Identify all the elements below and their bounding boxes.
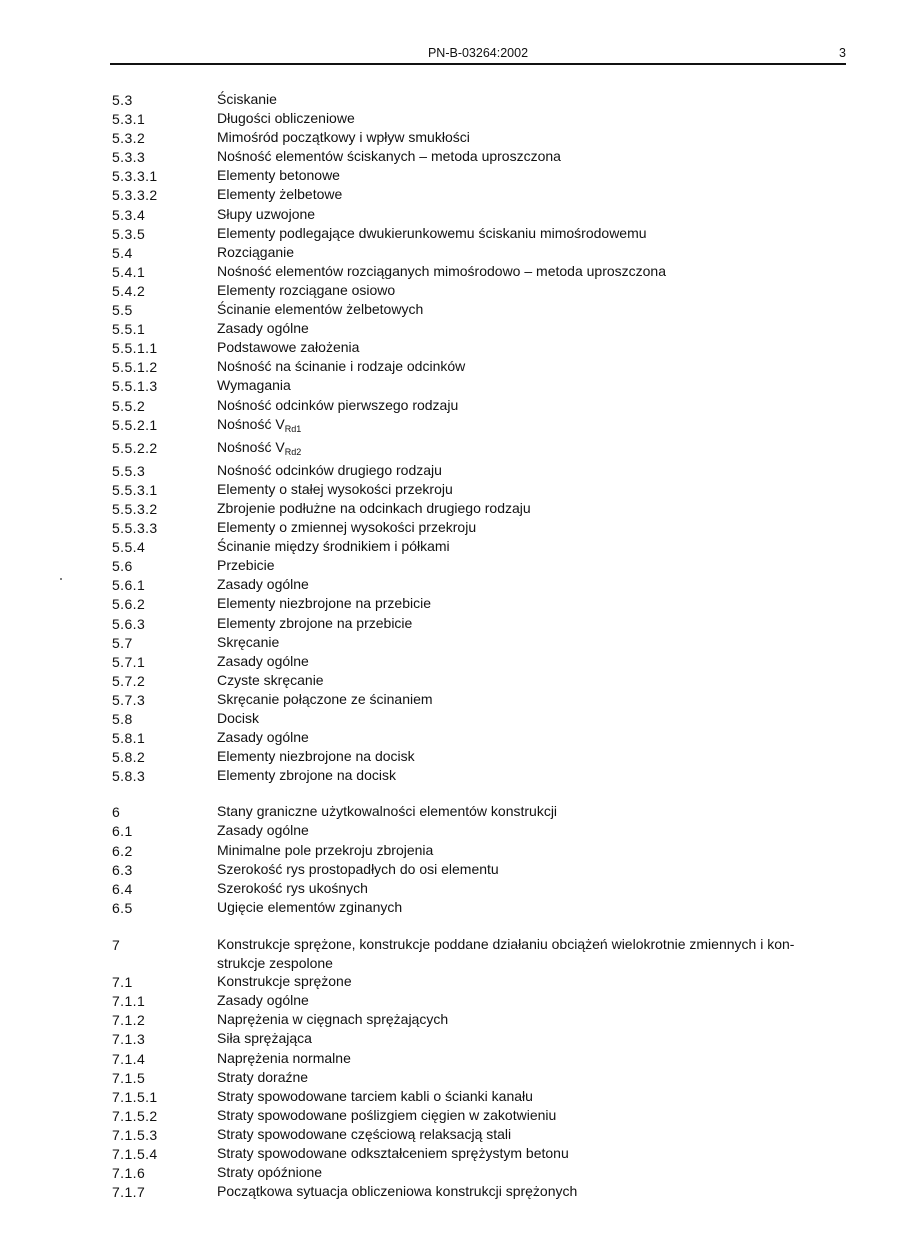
- toc-entry-title: [217, 396, 872, 415]
- toc-entry-title-text: Nośność odcinków drugiego rodzaju: [217, 461, 442, 478]
- toc-entry-title: [217, 860, 872, 879]
- toc-entry: [112, 147, 872, 166]
- toc-entry-title-text: Ściskanie: [217, 91, 277, 107]
- toc-entry: [112, 461, 872, 480]
- toc-entry-number: 7.1.1: [112, 993, 146, 1010]
- toc-entry-title-text: Elementy niezbrojone na przebicie: [217, 595, 432, 612]
- toc-entry-title: [217, 1029, 872, 1048]
- toc-entry: [112, 690, 872, 709]
- toc-entry-number: 5.5.4: [112, 539, 146, 556]
- toc-entry-title: [217, 594, 872, 613]
- toc-entry-title-text: Elementy zbrojone na przebicie: [217, 614, 413, 631]
- toc-entry-title-text: Ścinanie między środnikiem i półkami: [217, 538, 450, 555]
- toc-entry-title: [217, 147, 872, 166]
- toc-entry-number: 5.5.3.3: [112, 520, 158, 537]
- toc-entry-number: 5.6: [112, 558, 133, 575]
- toc-entry-title: [217, 499, 872, 518]
- toc-entry-title: [217, 972, 872, 991]
- toc-entry-title-text: Przebicie: [217, 557, 275, 574]
- toc-entry-title: [217, 1125, 872, 1144]
- toc-entry-title: [217, 1144, 872, 1163]
- toc-entry-title-text: Zasady ogólne: [217, 729, 309, 746]
- toc-entry-title: [217, 1068, 872, 1087]
- toc-entry-number: 5.7.1: [112, 653, 146, 670]
- toc-entry-number: 5.7.3: [112, 691, 146, 708]
- toc-entry-title: [217, 954, 872, 972]
- toc-entry-number: 5.8.2: [112, 749, 146, 766]
- toc-entry-title: [217, 802, 872, 821]
- toc-entry-title: [217, 633, 872, 652]
- toc-entry-title: [217, 319, 872, 338]
- toc-entry: [112, 766, 872, 785]
- toc-entry-title: [217, 690, 872, 709]
- toc-entry-title-text: Nośność elementów ściskanych – metoda uproszczona: [217, 148, 561, 165]
- toc-entry: [112, 438, 872, 461]
- toc-entry-title-text: Skręcanie połączone ze ścinaniem: [217, 690, 433, 707]
- toc-entry-number: 7.1.2: [112, 1012, 146, 1029]
- toc-entry-number: 5.5: [112, 302, 133, 319]
- page-number: 3: [839, 46, 846, 60]
- toc-entry-title: [217, 128, 872, 147]
- toc-entry-title: [217, 1182, 872, 1201]
- toc-entry: [112, 1106, 872, 1125]
- toc-entry-title-text: Straty doraźne: [217, 1068, 309, 1085]
- toc-entry-title-text: Naprężenia normalne: [217, 1049, 351, 1066]
- toc-entry-title-text: Elementy rozciągane osiowo: [217, 281, 396, 298]
- toc-entry-title: [217, 243, 872, 262]
- toc-entry-title-text: Nośność na ścinanie i rodzaje odcinków: [217, 358, 466, 375]
- toc-entry-number: 5.8.3: [112, 768, 146, 785]
- toc-entry: [112, 281, 872, 300]
- section-spacer: [112, 917, 872, 935]
- toc-entry-title-text: Zasady ogólne: [217, 652, 309, 669]
- toc-entry: [112, 1029, 872, 1048]
- toc-entry-title: [217, 747, 872, 766]
- toc-entry-number: 7: [112, 936, 121, 953]
- toc-entry: [112, 357, 872, 376]
- document-code: PN-B-03264:2002: [427, 46, 529, 60]
- toc-entry-title: [217, 614, 872, 633]
- toc-entry-subscript: Rd2: [284, 446, 302, 457]
- toc-entry-title: [217, 300, 872, 319]
- toc-entry-number: 7.1.7: [112, 1184, 146, 1201]
- toc-entry-title-text: Podstawowe założenia: [217, 339, 360, 356]
- toc-entry-title-text: Zasady ogólne: [217, 576, 309, 593]
- toc-entry-number: 6.5: [112, 899, 133, 916]
- toc-entry: [112, 972, 872, 991]
- toc-entry-number: 5.5.1.2: [112, 359, 158, 376]
- toc-entry: [112, 747, 872, 766]
- toc-entry-title-text: Zasady ogólne: [217, 992, 309, 1009]
- toc-entry: [112, 556, 872, 575]
- toc-entry-title: [217, 671, 872, 690]
- toc-entry-subscript: Rd1: [284, 423, 302, 434]
- toc-entry-number: 7.1.5.1: [112, 1088, 158, 1105]
- toc-entry-number: 5.6.2: [112, 596, 146, 613]
- toc-entry-number: 6.2: [112, 842, 133, 859]
- toc-entry-title-text: Straty spowodowane tarciem kabli o ścianki kanału: [217, 1087, 533, 1104]
- toc-entry-title-text: Konstrukcje sprężone: [217, 973, 352, 990]
- toc-entry: [112, 537, 872, 556]
- toc-entry-number: 5.7.2: [112, 672, 146, 689]
- toc-entry: [112, 166, 872, 185]
- toc-entry: [112, 1087, 872, 1106]
- toc-entry-title: [217, 991, 872, 1010]
- toc-entry-title: [217, 480, 872, 499]
- toc-entry: [112, 1125, 872, 1144]
- toc-entry-number: 5.3.2: [112, 130, 146, 147]
- toc-entry-title: [217, 575, 872, 594]
- toc-entry-number: [112, 954, 217, 972]
- toc-entry-number: 7.1.5.3: [112, 1126, 158, 1143]
- toc-entry-title: [217, 338, 872, 357]
- toc-entry-title-text: Początkowa sytuacja obliczeniowa konstrukcji sprężonych: [217, 1183, 578, 1200]
- toc-entry: [112, 821, 872, 840]
- toc-entry-number: 7.1.5: [112, 1069, 146, 1086]
- toc-entry-title: [217, 898, 872, 917]
- toc-entry-number: 5.3.3.1: [112, 168, 158, 185]
- toc-entry-number: 6.1: [112, 823, 133, 840]
- toc-entry-title-text: Straty spowodowane odkształceniem sprężystym betonu: [217, 1144, 569, 1161]
- toc-entry-title-text: Zasady ogólne: [217, 320, 309, 337]
- toc-entry-title: [217, 1106, 872, 1125]
- toc-entry: [112, 224, 872, 243]
- toc-entry-number: 5.4.1: [112, 263, 146, 280]
- toc-entry-title: [217, 556, 872, 575]
- toc-entry-title: [217, 185, 872, 204]
- toc-entry-title: [217, 376, 872, 395]
- toc-entry: [112, 262, 872, 281]
- toc-entry-title: [217, 205, 872, 224]
- toc-entry: [112, 1068, 872, 1087]
- toc-entry-title-text: Słupy uzwojone: [217, 205, 316, 222]
- toc-entry-title-text: Szerokość rys prostopadłych do osi elementu: [217, 860, 499, 877]
- toc-entry-number: 5.6.1: [112, 577, 146, 594]
- toc-entry-title-text: Stany graniczne użytkowalności elementów konstrukcji: [217, 803, 558, 820]
- toc-entry: [112, 480, 872, 499]
- toc-entry-title-text: Szerokość rys ukośnych: [217, 879, 368, 896]
- toc-entry-title: [217, 281, 872, 300]
- toc-entry: [112, 243, 872, 262]
- toc-entry: [112, 709, 872, 728]
- toc-entry-number: 7.1: [112, 974, 133, 991]
- toc-entry: [112, 90, 872, 109]
- toc-entry-title: [217, 90, 872, 109]
- section-spacer: [112, 785, 872, 802]
- toc-entry: [112, 614, 872, 633]
- toc-entry: [112, 185, 872, 204]
- toc-entry-number: 7.1.6: [112, 1165, 146, 1182]
- toc-entry-title: [217, 461, 872, 480]
- toc-entry-number: 5.3.3.2: [112, 187, 158, 204]
- toc-entry-title: [217, 841, 872, 860]
- header-rule: [110, 63, 846, 65]
- toc-entry-title: [217, 518, 872, 537]
- toc-entry-number: 5.3.5: [112, 225, 146, 242]
- toc-entry: [112, 728, 872, 747]
- toc-entry: [112, 935, 872, 954]
- toc-entry-title-text: Konstrukcje sprężone, konstrukcje poddane działaniu obciążeń wielokrotnie zmiennych i kon-: [217, 935, 795, 952]
- toc-entry-number: 5.3.1: [112, 111, 146, 128]
- toc-entry-title: [217, 357, 872, 376]
- toc-entry: [112, 1182, 872, 1201]
- toc-entry-title-text: Minimalne pole przekroju zbrojenia: [217, 841, 434, 858]
- toc-entry-title-text: Wymagania: [217, 377, 291, 394]
- toc-entry-title: [217, 709, 872, 728]
- toc-entry-number: 5.5.2.2: [112, 439, 158, 456]
- toc-entry-title-text: Docisk: [217, 710, 260, 726]
- toc-entry: [112, 109, 872, 128]
- toc-entry-title: [217, 224, 872, 243]
- toc-entry-title: [217, 1163, 872, 1182]
- toc-entry: [112, 415, 872, 438]
- toc-entry: [112, 633, 872, 652]
- toc-entry-title-text: Zasady ogólne: [217, 822, 309, 839]
- toc-entry-title-text: Mimośród początkowy i wpływ smukłości: [217, 129, 470, 146]
- toc-entry-number: 5.7: [112, 634, 133, 651]
- toc-entry-title-text: Elementy żelbetowe: [217, 186, 343, 203]
- toc-entry-title-text: Nośność V: [217, 415, 285, 432]
- toc-entry: [112, 1163, 872, 1182]
- toc-entry-number: 5.5.3.2: [112, 500, 158, 517]
- toc-entry-number: 7.1.4: [112, 1050, 146, 1067]
- toc-entry: [112, 319, 872, 338]
- toc-entry: [112, 991, 872, 1010]
- toc-entry-number: 5.3: [112, 92, 133, 108]
- toc-entry-number: 5.5.3: [112, 462, 146, 479]
- toc-entry-number: 5.6.3: [112, 615, 146, 632]
- toc-entry-number: 5.5.1.3: [112, 378, 158, 395]
- toc-entry-title: [217, 109, 872, 128]
- toc-entry-title-text: Długości obliczeniowe: [217, 110, 355, 127]
- toc-entry-title-text: Ścinanie elementów żelbetowych: [217, 301, 424, 318]
- toc-entry-title-text: Straty spowodowane poślizgiem cięgien w zakotwieniu: [217, 1106, 557, 1123]
- toc-entry-title-text: Ugięcie elementów zginanych: [217, 898, 403, 915]
- toc-entry: [112, 1010, 872, 1029]
- toc-entry-title-text: strukcje zespolone: [217, 955, 333, 972]
- page-header: [110, 44, 846, 62]
- toc-entry-number: 5.8.1: [112, 730, 146, 747]
- toc-entry-title-text: Elementy o zmiennej wysokości przekroju: [217, 519, 477, 536]
- toc-entry: [112, 652, 872, 671]
- toc-entry: [112, 376, 872, 395]
- toc-entry-number: 5.5.1.1: [112, 340, 158, 357]
- toc-entry-title: [217, 1049, 872, 1068]
- toc-entry-number: 7.1.3: [112, 1031, 146, 1048]
- toc-entry: [112, 499, 872, 518]
- toc-entry-title: [217, 728, 872, 747]
- toc-entry-number: 5.5.2.1: [112, 416, 158, 433]
- toc-entry-title: [217, 1087, 872, 1106]
- toc-entry: [112, 1144, 872, 1163]
- toc-entry-title: [217, 438, 872, 461]
- toc-entry: [112, 671, 872, 690]
- toc-entry-number: 6.3: [112, 861, 133, 878]
- toc-entry-title-text: Rozciąganie: [217, 243, 295, 260]
- toc-entry-title: [217, 935, 872, 954]
- toc-entry-number: 6.4: [112, 880, 133, 897]
- toc-entry: [112, 841, 872, 860]
- toc-entry-number: 5.4.2: [112, 282, 146, 299]
- toc-entry-number: 7.1.5.2: [112, 1107, 158, 1124]
- toc-entry-title-text: Elementy niezbrojone na docisk: [217, 748, 415, 765]
- toc-entry: [112, 898, 872, 917]
- toc-entry-title-text: Zbrojenie podłużne na odcinkach drugiego rodzaju: [217, 499, 531, 516]
- toc-entry: [112, 954, 872, 972]
- toc-entry: [112, 879, 872, 898]
- toc-entry-number: 7.1.5.4: [112, 1145, 158, 1162]
- toc-entry-title: [217, 766, 872, 785]
- toc-entry-title-text: Naprężenia w cięgnach sprężających: [217, 1011, 449, 1028]
- toc-entry: [112, 594, 872, 613]
- scan-speck: [60, 578, 62, 580]
- toc-entry-title-text: Elementy o stałej wysokości przekroju: [217, 480, 453, 497]
- toc-entry: [112, 205, 872, 224]
- toc-entry-title-text: Nośność elementów rozciąganych mimośrodowo – metoda uproszczona: [217, 262, 666, 279]
- toc-entry-title-text: Straty spowodowane częściową relaksacją stali: [217, 1125, 512, 1142]
- toc-entry: [112, 518, 872, 537]
- toc-entry: [112, 1049, 872, 1068]
- toc-entry-number: 5.5.2: [112, 397, 146, 414]
- toc-entry-number: 5.8: [112, 711, 133, 727]
- toc-entry-title-text: Czyste skręcanie: [217, 671, 324, 688]
- toc-entry-title: [217, 821, 872, 840]
- toc-entry: [112, 396, 872, 415]
- toc-entry-title-text: Siła sprężająca: [217, 1030, 312, 1047]
- toc-entry: [112, 128, 872, 147]
- toc-entry-title-text: Elementy zbrojone na docisk: [217, 767, 396, 784]
- toc-entry-title-text: Nośność V: [217, 438, 285, 455]
- toc-entry-title: [217, 652, 872, 671]
- toc-entry: [112, 300, 872, 319]
- toc-entry-title: [217, 262, 872, 281]
- toc-entry-title: [217, 415, 872, 438]
- toc-entry-title: [217, 537, 872, 556]
- toc-entry-number: 5.4: [112, 244, 133, 261]
- toc-entry-number: 6: [112, 804, 121, 821]
- toc-entry: [112, 338, 872, 357]
- toc-entry-title-text: Elementy podlegające dwukierunkowemu ściskaniu mimośrodowemu: [217, 224, 647, 241]
- toc-entry-title: [217, 879, 872, 898]
- toc-entry-number: 5.5.3.1: [112, 481, 158, 498]
- toc-entry: [112, 575, 872, 594]
- toc-entry-title-text: Elementy betonowe: [217, 167, 340, 184]
- toc-entry-title-text: Straty opóźnione: [217, 1164, 323, 1181]
- toc-entry-title: [217, 1010, 872, 1029]
- toc-entry-title-text: Nośność odcinków pierwszego rodzaju: [217, 396, 459, 413]
- toc-entry: [112, 802, 872, 821]
- table-of-contents: [112, 90, 872, 1201]
- toc-entry-number: 5.3.4: [112, 206, 146, 223]
- toc-entry-title-text: Skręcanie: [217, 633, 280, 650]
- toc-entry-title: [217, 166, 872, 185]
- toc-entry-number: 5.5.1: [112, 321, 146, 338]
- toc-entry: [112, 860, 872, 879]
- toc-entry-number: 5.3.3: [112, 149, 146, 166]
